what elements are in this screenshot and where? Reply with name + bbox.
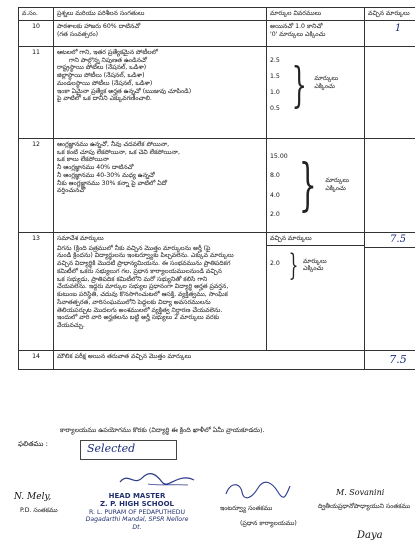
row-description xyxy=(54,232,267,350)
table-row xyxy=(19,232,415,350)
brace-icon: } xyxy=(298,152,317,218)
marks-value: 1.5 xyxy=(270,72,280,80)
row-description xyxy=(54,46,267,138)
marks-obtained-value: 7.5 xyxy=(365,233,415,249)
row-number: 10 xyxy=(19,20,54,46)
marks-value: 2.0 xyxy=(270,210,280,218)
table-row xyxy=(19,138,415,232)
description-line: (గత సంవత్సరం) xyxy=(57,30,99,38)
office-use-note: కార్యాలయము ఉపయోగము కొరకు (విద్యార్థి ఈ క్రింది ఖాళీలో ఏమీ వ్రాయకూడదు). xyxy=(60,426,265,434)
marks-value: 1.0 xyxy=(270,88,280,96)
brace-icon: } xyxy=(288,247,299,283)
marks-subheader: వచ్చిన మార్కులు xyxy=(267,233,364,246)
marks-value: 2.5 xyxy=(270,56,280,64)
description-line: పై వాటిలో ఒక దానిని ఎక్కువగణించాలి. xyxy=(57,95,152,103)
description-line: జిల్లాస్థాయి పోటీలు (నేషనల్, ఒడిశా) xyxy=(57,72,145,79)
description-line: నీకు ఆంగ్లజ్ఞానము 30% కన్నా పై వాటిలో ఏదో xyxy=(57,179,167,187)
description-line: సేవాతత్పరత, వారిసంఘములోని పెద్దలకు విద్యా అవసరములను xyxy=(57,298,211,306)
stamp-line: Dagadarthi Mandal, SPSR Nellore Dt. xyxy=(85,516,189,531)
table-row xyxy=(19,46,415,138)
marks-value: 4.0 xyxy=(270,191,280,199)
row-number: 14 xyxy=(19,350,54,369)
interviewer-signature-icon xyxy=(222,478,292,502)
marks-value: 0.5 xyxy=(270,104,280,112)
description-line: ఒక కంటి చూపు లేకపోయినా, ఒక చెవి లేకపోయినా, xyxy=(57,148,180,156)
stamp-line: Z. P. HIGH SCHOOL xyxy=(99,500,175,509)
description-line: విగను (క్రింది పత్రములో నీకు వచ్చిన మొత్తం మార్కులను అర్హీ (పై xyxy=(57,244,211,252)
brace-icon: } xyxy=(291,56,307,113)
marks-value: 8.0 xyxy=(270,172,280,180)
header-description: ప్రశ్నలు మరియు పరిశీలన సంగతులు xyxy=(54,8,267,21)
row-marks-detail xyxy=(267,46,365,138)
description-line: ఒక సభ్యుడు, ప్రాతిపదిక కమిటీలోని మరో సభ్యునితో కలిసి గాని xyxy=(57,275,208,283)
row-description xyxy=(54,138,267,232)
marks-value: 2.0 xyxy=(270,259,280,267)
pd-signature-label: P.D. సంతకము xyxy=(20,507,58,514)
table-row xyxy=(19,20,415,46)
bottom-signature: Daya xyxy=(357,530,383,541)
row-marks-obtained xyxy=(365,232,415,350)
description-line: కమిటీలో ఒకరు సభ్యులుగ గల, ప్రధాన కార్యాలయములనుండి వచ్చిన xyxy=(57,267,222,275)
description-line: ఇందులో వారి వారి అర్హతలను బట్టి అర్హీ సభ్యులు 2 మార్కులు వరకు xyxy=(57,314,220,322)
stamp-line: HEAD MASTER xyxy=(108,492,166,500)
description-line: రాష్ట్రస్థాయి పోటీలు (నేషనల్, ఒడిశా) xyxy=(57,64,147,72)
marks-line: అయినచో 1.0 కానిచో xyxy=(270,22,323,30)
description-line: గాని పాల్గొన్న నిపుణత ఉండినచో xyxy=(69,56,147,64)
description-line: ఒక కాలు లేకపోయినా xyxy=(57,156,109,164)
description-line: వర్తించునచో xyxy=(57,187,86,195)
description-line: వేయవచ్చు. xyxy=(57,322,85,329)
marks-label: ఎక్కించు xyxy=(314,82,335,90)
row-marks-detail xyxy=(267,138,365,232)
row-marks-detail xyxy=(267,20,365,46)
description-line: మండలస్థాయి పోటీలు (నేషనల్, ఒడిశా) xyxy=(57,79,153,87)
row-number: 13 xyxy=(19,232,54,350)
marks-value: 15.00 xyxy=(270,152,288,160)
row-number: 11 xyxy=(19,46,54,138)
description-line: నీ ఆంగ్లజ్ఞానము 40% దాటినచో xyxy=(57,164,134,171)
marks-label: ఎక్కించు xyxy=(302,265,324,273)
description-line: ఇంకా ఏమైనా ప్రత్యేక అర్హత ఉన్నచో (ఋజువు చూపిండి) xyxy=(57,87,192,95)
row-description: మౌలిక పరీక్ష అయిన తరువాత వచ్చిన మొత్తం మార్కులు xyxy=(54,350,365,369)
stamp-line: R. L. PURAM OF PEDAPUTHEDU xyxy=(88,508,186,516)
result-label: ఫలితము : xyxy=(18,440,48,448)
row-marks-obtained xyxy=(365,46,415,138)
description-line: నుండి క్రిందను) విద్యార్థులను ఇంటర్వ్యూకు పిల్చవలెను. ఎక్కువ మార్కులు xyxy=(57,252,234,260)
table-row xyxy=(19,350,415,369)
description-line: తెలియపర్చుట మొదలగు అంశములలో వ్యక్తిత్వ నిర్ధారణ చేయవలెను. xyxy=(57,306,223,314)
description-line: వచ్చిన విద్యార్థికి మొదటి ప్రాధాన్యమియను. ఈ సంభవమును ప్రాతిపదికగ xyxy=(57,260,231,267)
marks-label: మార్కులు xyxy=(302,257,327,265)
header-marks-obtained: వచ్చిన మార్కులు xyxy=(365,8,415,21)
marks-table xyxy=(18,7,415,370)
marks-label: మార్కులు xyxy=(325,176,350,184)
marks-label: మార్కులు xyxy=(314,74,339,82)
description-line: ఆంగ్లజ్ఞానము ఉన్నచో, నీవు చదవలేక పోయినా, xyxy=(57,140,170,148)
header-serial: వ.సం. xyxy=(19,8,54,21)
row-number: 12 xyxy=(19,138,54,232)
marks-label: ఎక్కించు xyxy=(325,184,346,192)
right-signature-label: ద్వితీయప్రధానోపాధ్యాయుని సంతకము xyxy=(318,503,411,510)
description-line: చేయవలెను. ఇద్దరు మార్కుల సభ్యుల ప్రధానంగా విద్యార్థి అర్హత ప్రవర్తన, xyxy=(57,283,229,291)
headmaster-signature-icon xyxy=(118,470,198,488)
right-signature: M. Sovanini xyxy=(336,488,385,497)
description-title: సమాచేశ మార్కులు xyxy=(57,234,104,242)
description-line: పాఠశాలకు హాజరు 60% దాటినచో xyxy=(57,22,141,30)
description-line: కుటుంబ పరిస్థితి, చదువు కొనసాగించుటలో ఆసక్తి, వ్యక్తిత్వము, సాంఘిక xyxy=(57,291,228,298)
row-marks-detail xyxy=(267,232,365,350)
interviewer-sub-label: (ప్రధాన కార్యాలయము) xyxy=(240,520,297,527)
marks-line: '0' మార్కులు ఎక్కించు xyxy=(270,30,326,38)
table-header-row xyxy=(19,8,415,21)
header-marks-detail: మార్కుల వివరములు xyxy=(267,8,365,21)
interviewer-signature-label: ఇంటర్వ్యూ సంతకము xyxy=(220,505,273,512)
pd-signature: N. Mely, xyxy=(14,492,52,502)
row-marks-obtained: 1 xyxy=(365,20,415,46)
result-value: Selected xyxy=(87,442,136,455)
row-marks-obtained xyxy=(365,138,415,232)
headmaster-stamp xyxy=(82,492,192,531)
description-line: నీ ఆంగ్లజ్ఞానము 40-30% మధ్య ఉన్నచో xyxy=(57,171,155,179)
description-line: ఆటలలో గాని, ఇతర ప్రత్యేకమైన పోటీలలో xyxy=(57,48,158,56)
row-description xyxy=(54,20,267,46)
row-marks-obtained: 7.5 xyxy=(365,350,415,369)
